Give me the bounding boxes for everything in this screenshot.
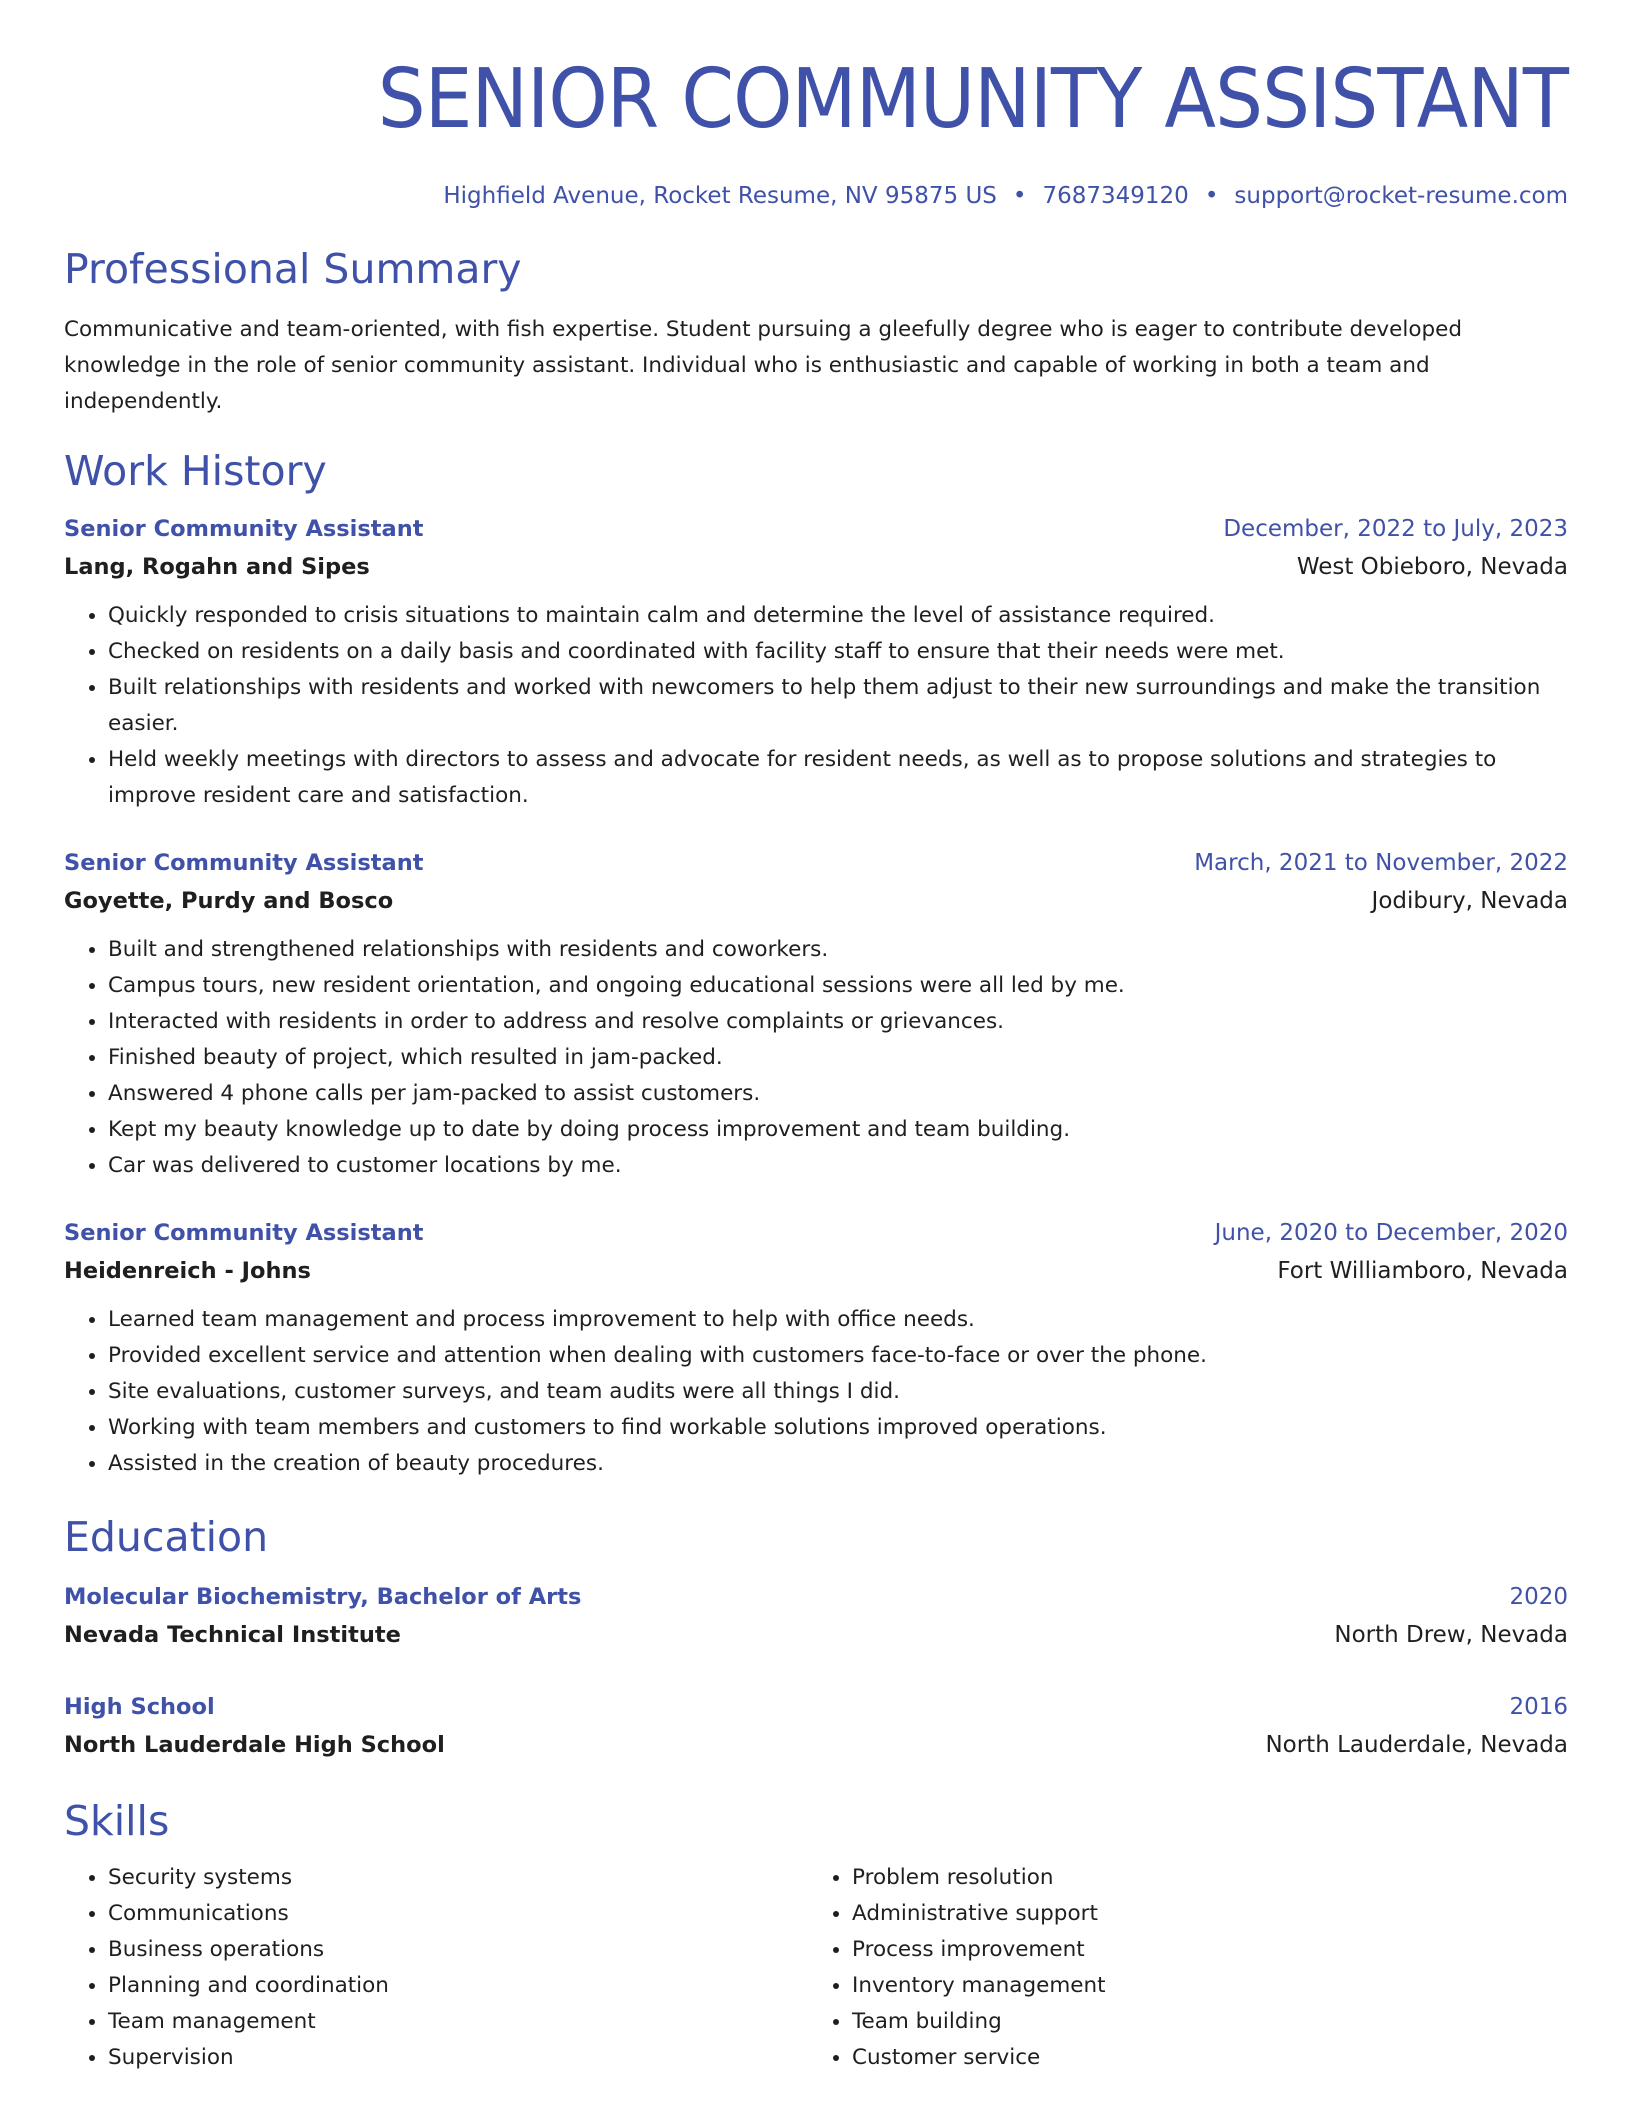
education-year: 2020 <box>1509 1584 1568 1610</box>
job-bullet: • Quickly responded to crisis situations to maintain calm and determine the level of assistance required. <box>108 598 1568 634</box>
education-school: Nevada Technical Institute <box>64 1622 401 1648</box>
contact-address: Highfield Avenue, Rocket Resume, NV 95875 US <box>443 183 997 209</box>
job-company: Goyette, Purdy and Bosco <box>64 888 394 914</box>
skill-item: • Supervision <box>108 2040 808 2076</box>
skill-item: • Team management <box>108 2004 808 2040</box>
job-company: Lang, Rogahn and Sipes <box>64 554 370 580</box>
contact-phone: 7687349120 <box>1042 183 1189 209</box>
job-bullet: • Working with team members and customers to find workable solutions improved operations. <box>108 1410 1568 1446</box>
contact-separator: • <box>1012 183 1027 209</box>
job-bullet: • Answered 4 phone calls per jam-packed to assist customers. <box>108 1076 1568 1112</box>
job-location: Fort Williamboro, Nevada <box>1277 1258 1568 1284</box>
job-bullet-list <box>64 598 1568 814</box>
skill-item: • Administrative support <box>852 1896 1552 1932</box>
job-bullet: • Checked on residents on a daily basis and coordinated with facility staff to ensure that their needs were met. <box>108 634 1568 670</box>
skill-item: • Communications <box>108 1896 808 1932</box>
job-location: Jodibury, Nevada <box>1371 888 1568 914</box>
skill-item: • Process improvement <box>852 1932 1552 1968</box>
education-year: 2016 <box>1509 1694 1568 1720</box>
education-entry <box>64 1578 1568 1654</box>
work-entry <box>64 844 1568 1184</box>
job-bullet: • Finished beauty of project, which resulted in jam-packed. <box>108 1040 1568 1076</box>
skill-item: • Business operations <box>108 1932 808 1968</box>
skill-item: • Team building <box>852 2004 1552 2040</box>
skill-item: • Planning and coordination <box>108 1968 808 2004</box>
job-role: Senior Community Assistant <box>64 850 424 876</box>
education-degree: Molecular Biochemistry, Bachelor of Arts <box>64 1584 582 1610</box>
job-bullet: • Built relationships with residents and worked with newcomers to help them adjust to their new surroundings and make the transition easier. <box>108 670 1568 742</box>
job-company: Heidenreich - Johns <box>64 1258 311 1284</box>
skills-list <box>64 1860 1568 2076</box>
skill-item: • Inventory management <box>852 1968 1552 2004</box>
education-degree: High School <box>64 1694 215 1720</box>
skills-column-left <box>64 1860 808 2076</box>
summary-text: Communicative and team-oriented, with fish expertise. Student pursuing a gleefully degree who is eager to contribute developed knowledge in the role of senior community assistant. Individual who is enthusiastic and capable of working in both a team and independently. <box>64 317 1463 414</box>
job-role: Senior Community Assistant <box>64 516 424 542</box>
job-bullet: • Held weekly meetings with directors to assess and advocate for resident needs, as well as to propose solutions and strategies to improve resident care and satisfaction. <box>108 742 1568 814</box>
job-bullet-list <box>64 932 1568 1184</box>
job-bullet: • Assisted in the creation of beauty procedures. <box>108 1446 1568 1482</box>
job-role: Senior Community Assistant <box>64 1220 424 1246</box>
work-entry <box>64 1214 1568 1482</box>
skill-item: • Customer service <box>852 2040 1552 2076</box>
education-location: North Drew, Nevada <box>1334 1622 1568 1648</box>
skill-item: • Problem resolution <box>852 1860 1552 1896</box>
education-section-title: Education <box>64 1513 269 1561</box>
job-bullet: • Built and strengthened relationships with residents and coworkers. <box>108 932 1568 968</box>
summary-section-title: Professional Summary <box>64 245 522 293</box>
job-bullet: • Provided excellent service and attention when dealing with customers face-to-face or over the phone. <box>108 1338 1568 1374</box>
job-dates: June, 2020 to December, 2020 <box>1214 1220 1568 1246</box>
skills-section-title: Skills <box>64 1797 170 1845</box>
education-school: North Lauderdale High School <box>64 1732 445 1758</box>
job-dates: March, 2021 to November, 2022 <box>1194 850 1568 876</box>
resume-name-heading: SENIOR COMMUNITY ASSISTANT <box>377 52 1568 147</box>
job-dates: December, 2022 to July, 2023 <box>1223 516 1568 542</box>
contact-email[interactable]: support@rocket-resume.com <box>1234 183 1568 209</box>
work-entry <box>64 510 1568 814</box>
job-bullet: • Campus tours, new resident orientation, and ongoing educational sessions were all led by me. <box>108 968 1568 1004</box>
job-bullet: • Site evaluations, customer surveys, and team audits were all things I did. <box>108 1374 1568 1410</box>
job-bullet: • Interacted with residents in order to address and resolve complaints or grievances. <box>108 1004 1568 1040</box>
job-location: West Obieboro, Nevada <box>1296 554 1568 580</box>
work-history-section-title: Work History <box>64 447 327 495</box>
skill-item: • Security systems <box>108 1860 808 1896</box>
job-bullet: • Kept my beauty knowledge up to date by doing process improvement and team building. <box>108 1112 1568 1148</box>
education-location: North Lauderdale, Nevada <box>1265 1732 1568 1758</box>
education-entry <box>64 1688 1568 1764</box>
job-bullet: • Car was delivered to customer locations by me. <box>108 1148 1568 1184</box>
job-bullet: • Learned team management and process improvement to help with office needs. <box>108 1302 1568 1338</box>
contact-line <box>64 178 1568 214</box>
contact-separator: • <box>1204 183 1219 209</box>
skills-column-right <box>808 1860 1552 2076</box>
job-bullet-list <box>64 1302 1568 1482</box>
